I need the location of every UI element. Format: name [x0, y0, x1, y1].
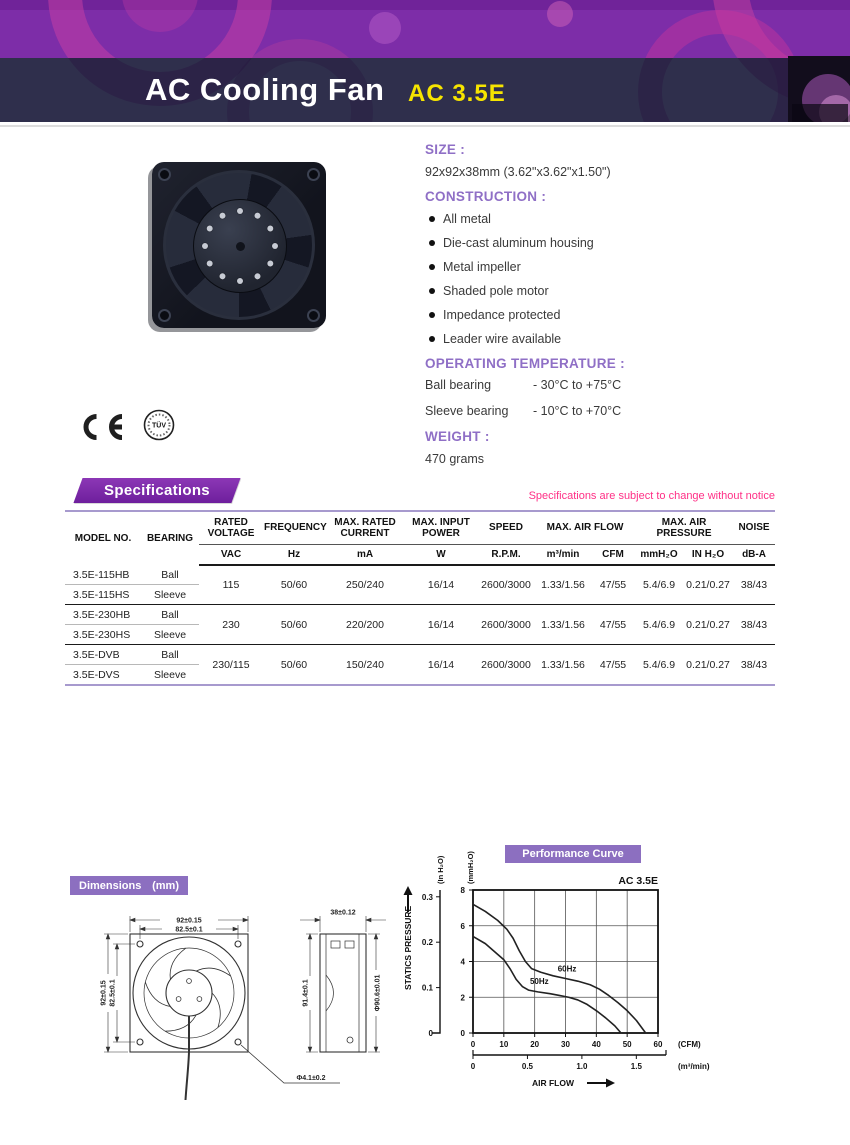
- svg-text:0: 0: [470, 1040, 476, 1049]
- value-cell: 5.4/6.9: [642, 579, 676, 591]
- list-item-label: Shaded pole motor: [443, 283, 549, 298]
- model-cell: 3.5E-230HB: [65, 605, 141, 625]
- svg-text:Φ90.6±0.01: Φ90.6±0.01: [374, 974, 382, 1012]
- bullet-icon: [429, 216, 435, 222]
- svg-text:92±0.15: 92±0.15: [176, 917, 202, 925]
- screw-hole-icon: [307, 168, 320, 181]
- svg-text:4: 4: [460, 957, 465, 967]
- unit-header: CFM: [591, 545, 635, 566]
- dimensions-drawing: [88, 902, 398, 1107]
- table-header-row: [65, 511, 775, 545]
- svg-text:Φ4.1±0.2: Φ4.1±0.2: [296, 1075, 326, 1082]
- hub-rivet-icon: [218, 212, 226, 220]
- list-item: [429, 237, 800, 250]
- bearing-type-label: Sleeve bearing: [425, 403, 509, 418]
- construction-list: [425, 213, 800, 346]
- hub-rivet-icon: [237, 208, 243, 214]
- list-item: [429, 333, 800, 346]
- operating-row: [425, 405, 800, 418]
- product-photo-fan: [150, 158, 328, 330]
- value-cell: 150/240: [325, 645, 405, 686]
- value-cell: 38/43: [733, 605, 775, 645]
- tuv-mark-icon: [142, 408, 176, 442]
- model-cell: 3.5E-DVS: [65, 665, 141, 686]
- column-header: MAX. AIR PRESSURE: [635, 511, 733, 545]
- value-cell: 0.21/0.27: [683, 605, 733, 645]
- value-cell: 230/115: [199, 645, 263, 686]
- hub-rivet-icon: [266, 259, 274, 267]
- svg-text:92±0.15: 92±0.15: [100, 980, 108, 1006]
- hub-rivet-icon: [266, 224, 274, 232]
- temperature-range: - 30°C to +75°C: [533, 378, 622, 392]
- page-header: [0, 0, 850, 127]
- page-title: AC Cooling Fan: [145, 72, 385, 107]
- bullet-icon: [429, 264, 435, 270]
- value-cell: 38/43: [740, 579, 768, 591]
- list-item-label: Leader wire available: [443, 331, 562, 346]
- hub-rivet-icon: [218, 272, 226, 280]
- bullet-icon: [429, 336, 435, 342]
- value-cell: 2600/3000: [481, 579, 531, 591]
- svg-text:TÜV: TÜV: [152, 422, 167, 430]
- unit-header: IN H₂O: [683, 545, 733, 566]
- bearing-cell: Sleeve: [141, 665, 199, 686]
- lead-wire: [186, 1016, 190, 1100]
- svg-text:30: 30: [561, 1040, 570, 1049]
- value-cell: 230: [199, 605, 263, 645]
- specifications-notice: Specifications are subject to change without notice: [528, 490, 775, 502]
- dimensions-badge-label: Dimensions: [79, 879, 142, 892]
- value-cell: 250/240: [346, 579, 384, 591]
- header-photo-strip: [788, 56, 850, 125]
- hub-rivet-icon: [253, 272, 261, 280]
- list-item-label: Die-cast aluminum housing: [443, 235, 594, 250]
- value-cell: 16/14: [405, 605, 477, 645]
- svg-text:(CFM): (CFM): [678, 1040, 701, 1049]
- hub-rivet-icon: [237, 278, 243, 284]
- model-cell: 3.5E-115HS: [65, 585, 141, 605]
- value-cell: 16/14: [427, 579, 455, 591]
- svg-text:8: 8: [460, 886, 465, 895]
- svg-text:40: 40: [591, 1040, 601, 1049]
- column-header: FREQUENCY: [263, 511, 325, 545]
- value-cell: 220/200: [325, 605, 405, 645]
- dimensions-badge: [70, 876, 188, 895]
- svg-text:50: 50: [622, 1040, 632, 1049]
- value-cell: 1.33/1.56: [535, 605, 591, 645]
- unit-header: m³/min: [535, 545, 591, 566]
- column-header: RATED VOLTAGE: [199, 511, 263, 545]
- performance-curve-chart: [395, 840, 725, 1100]
- front-view: [130, 934, 248, 1100]
- value-cell: 115: [222, 579, 240, 591]
- size-heading: SIZE :: [425, 142, 466, 157]
- list-item-label: All metal: [443, 211, 491, 226]
- svg-text:6: 6: [460, 921, 465, 931]
- bullet-icon: [429, 288, 435, 294]
- specifications-badge-label: Specifications: [104, 482, 210, 499]
- value-cell: 5.4/6.9: [635, 605, 683, 645]
- value-cell: 2600/3000: [477, 605, 535, 645]
- svg-text:(m³/min): (m³/min): [678, 1062, 710, 1071]
- ce-mark-icon: [72, 408, 130, 446]
- weight-value: 470 grams: [425, 451, 485, 466]
- svg-text:50Hz: 50Hz: [529, 976, 549, 986]
- dimensions-unit-label: (mm): [152, 879, 179, 892]
- unit-header: W: [405, 545, 477, 566]
- list-item: [429, 213, 800, 226]
- value-cell: 50/60: [263, 645, 325, 686]
- bearing-cell: Sleeve: [141, 585, 199, 605]
- svg-text:(mmH₂O): (mmH₂O): [466, 851, 475, 884]
- svg-text:10: 10: [499, 1040, 509, 1049]
- value-cell: 50/60: [263, 605, 325, 645]
- product-model-label: AC 3.5E: [408, 80, 506, 107]
- list-item: [429, 261, 800, 274]
- value-cell: 47/55: [591, 605, 635, 645]
- product-specs-panel: [425, 143, 800, 477]
- hub-rivet-icon: [206, 224, 214, 232]
- size-value: 92x92x38mm (3.62"x3.62"x1.50"): [425, 164, 611, 179]
- svg-text:1.5: 1.5: [630, 1062, 642, 1071]
- value-cell: 1.33/1.56: [541, 579, 585, 591]
- svg-text:2: 2: [460, 993, 465, 1003]
- fan-hub: [193, 199, 287, 293]
- svg-text:0.2: 0.2: [421, 938, 433, 948]
- value-cell: 50/60: [280, 579, 308, 591]
- list-item: [429, 309, 800, 322]
- table-row: [65, 645, 775, 665]
- bullet-icon: [429, 312, 435, 318]
- value-cell: 5.4/6.9: [635, 645, 683, 686]
- bearing-type-label: Ball bearing: [425, 378, 492, 392]
- screw-hole-icon: [158, 168, 171, 181]
- specifications-table: [65, 510, 775, 686]
- construction-heading: CONSTRUCTION :: [425, 189, 547, 204]
- value-cell: 0.21/0.27: [683, 645, 733, 686]
- operating-row: [425, 379, 800, 392]
- value-cell: 0.21/0.27: [686, 579, 730, 591]
- svg-text:38±0.12: 38±0.12: [330, 909, 356, 917]
- svg-text:91.4±0.1: 91.4±0.1: [302, 979, 310, 1007]
- value-cell: 1.33/1.56: [535, 645, 591, 686]
- svg-text:60Hz: 60Hz: [557, 964, 577, 974]
- unit-header: Hz: [263, 545, 325, 566]
- unit-header: VAC: [199, 545, 263, 566]
- unit-header: mA: [325, 545, 405, 566]
- svg-text:0: 0: [460, 1029, 465, 1038]
- value-cell: 47/55: [591, 645, 635, 686]
- svg-text:1.0: 1.0: [576, 1062, 588, 1071]
- column-header: MODEL NO.: [74, 532, 132, 544]
- bullet-icon: [429, 240, 435, 246]
- unit-header: R.P.M.: [477, 545, 535, 566]
- unit-header: dB-A: [733, 545, 775, 566]
- model-cell: 3.5E-DVB: [65, 645, 141, 665]
- svg-text:0.5: 0.5: [521, 1062, 534, 1071]
- performance-curve-badge: Performance Curve: [505, 845, 641, 863]
- value-cell: 2600/3000: [477, 645, 535, 686]
- fan-frame: [152, 162, 326, 328]
- svg-text:STATICS PRESSURE: STATICS PRESSURE: [403, 905, 413, 990]
- unit-header: mmH₂O: [635, 545, 683, 566]
- svg-text:60: 60: [653, 1040, 663, 1049]
- model-cell: 3.5E-230HS: [65, 625, 141, 645]
- value-cell: 47/55: [599, 579, 627, 591]
- hub-rivet-icon: [253, 212, 261, 220]
- svg-text:0.1: 0.1: [421, 983, 433, 993]
- column-header: SPEED: [477, 511, 535, 545]
- column-header: BEARING: [146, 532, 194, 544]
- svg-text:20: 20: [530, 1040, 540, 1049]
- bearing-cell: Ball: [141, 645, 199, 665]
- weight-heading: WEIGHT :: [425, 429, 490, 444]
- svg-text:0: 0: [470, 1062, 476, 1071]
- value-cell: 16/14: [405, 645, 477, 686]
- hub-rivet-icon: [272, 243, 278, 249]
- value-cell: 38/43: [733, 645, 775, 686]
- operating-temperature-heading: OPERATING TEMPERATURE :: [425, 355, 625, 371]
- hub-rivet-icon: [202, 243, 208, 249]
- side-dimensions: [300, 916, 386, 1052]
- list-item-label: Impedance protected: [443, 307, 561, 322]
- bearing-cell: Ball: [141, 605, 199, 625]
- svg-text:82.5±0.1: 82.5±0.1: [175, 926, 203, 934]
- svg-text:82.5±0.1: 82.5±0.1: [109, 979, 117, 1007]
- table-row: [65, 605, 775, 625]
- side-view: [320, 934, 366, 1052]
- table-row: [65, 565, 775, 585]
- temperature-range: - 10°C to +70°C: [533, 403, 622, 418]
- svg-text:0.3: 0.3: [421, 892, 433, 902]
- hub-rivet-icon: [206, 259, 214, 267]
- column-header: MAX. RATED CURRENT: [325, 511, 405, 545]
- svg-text:(In H₂O): (In H₂O): [436, 855, 445, 884]
- list-item: [429, 285, 800, 298]
- specifications-badge: [73, 478, 240, 503]
- column-header: MAX. AIR FLOW: [535, 511, 635, 545]
- bearing-cell: Ball: [161, 568, 179, 581]
- column-header: MAX. INPUT POWER: [405, 511, 477, 545]
- svg-text:0: 0: [428, 1029, 433, 1038]
- svg-text:AC 3.5E: AC 3.5E: [618, 875, 658, 887]
- screw-hole-icon: [158, 309, 171, 322]
- model-cell: 3.5E-115HB: [73, 568, 130, 581]
- hub-center-dot: [236, 242, 245, 251]
- svg-text:AIR FLOW: AIR FLOW: [531, 1078, 575, 1088]
- list-item-label: Metal impeller: [443, 259, 521, 274]
- screw-hole-icon: [307, 309, 320, 322]
- certification-marks: [72, 408, 192, 448]
- bearing-cell: Sleeve: [141, 625, 199, 645]
- column-header: NOISE: [733, 511, 775, 545]
